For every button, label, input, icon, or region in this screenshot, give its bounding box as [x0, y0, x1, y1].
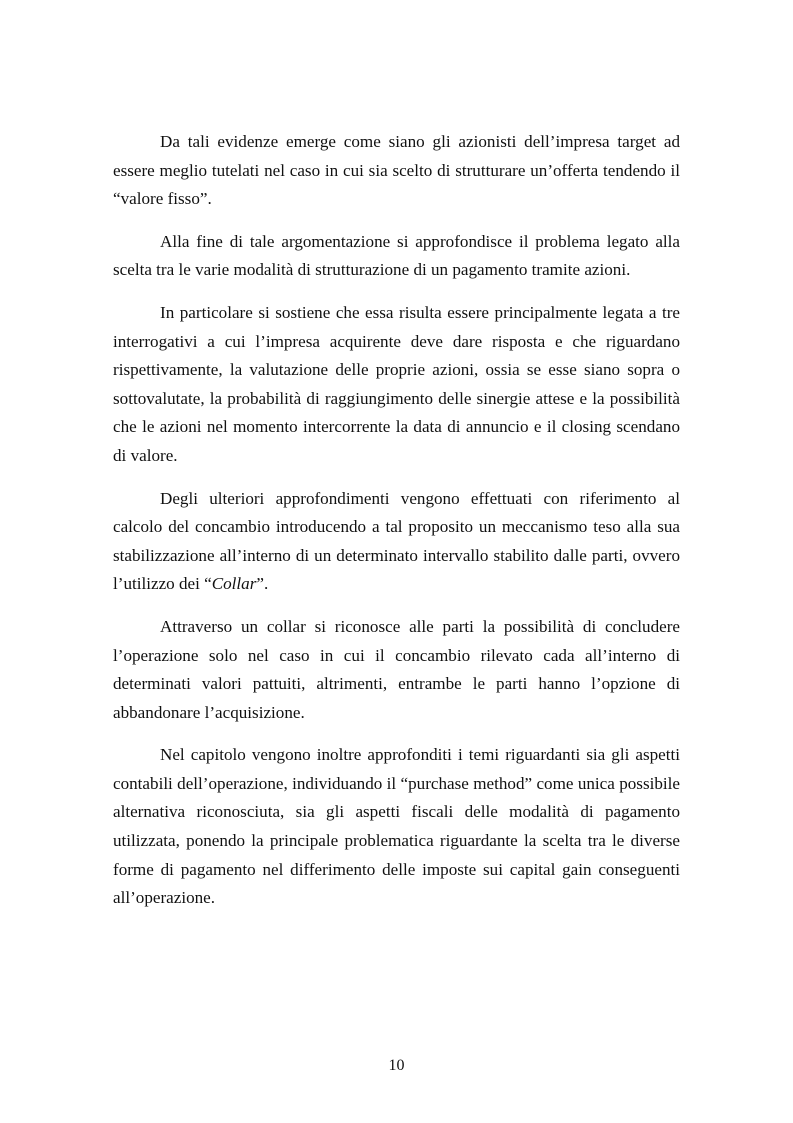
page-number: 10 [388, 1057, 405, 1074]
paragraph-3: In particolare si sostiene che essa risulta essere principalmente legata a tre interrogativi a cui l’impresa acquirente deve dare risposta e che riguardano rispettivamente, la valutazione delle proprie azioni, ossia se esse siano sopra o sottovalutate, la probabilità di raggiungimento delle sinergie attese e la possibilità che le azioni nel momento intercorrente la data di annuncio e il closing scendano di valore. [113, 302, 680, 465]
paragraph-4 [113, 485, 680, 599]
paragraph-4-text: Degli ulteriori approfondimenti vengono effettuati con riferimento al calcolo del concambio introducendo a tal proposito un meccanismo teso alla sua stabilizzazione all’interno di un determinato intervallo stabilito dalle parti, ovvero l’utilizzo dei “ [113, 488, 680, 594]
paragraph-4-closing: ”. [256, 574, 269, 594]
body-text [113, 128, 680, 927]
paragraph-6: Nel capitolo vengono inoltre approfonditi i temi riguardanti sia gli aspetti contabili dell’operazione, individuando il “purchase method” come unica possibile alternativa riconosciuta, sia gli aspetti fiscali delle modalità di pagamento utilizzata, ponendo la principale problematica riguardante la scelta tra le diverse forme di pagamento nel differimento delle imposte sui capital gain conseguenti all’operazione. [113, 745, 680, 908]
paragraph-2: Alla fine di tale argomentazione si approfondisce il problema legato alla scelta tra le varie modalità di strutturazione di un pagamento tramite azioni. [113, 231, 680, 280]
paragraph-5: Attraverso un collar si riconosce alle parti la possibilità di concludere l’operazione solo nel caso in cui il concambio rilevato cada all’interno di determinati valori pattuiti, altrimenti, entrambe le parti hanno l’opzione di abbandonare l’acquisizione. [113, 616, 680, 722]
paragraph-1: Da tali evidenze emerge come siano gli azionisti dell’impresa target ad essere meglio tutelati nel caso in cui sia scelto di strutturare un’offerta tendendo il “valore fisso”. [113, 132, 680, 209]
collar-italic-term: Collar [211, 574, 257, 594]
